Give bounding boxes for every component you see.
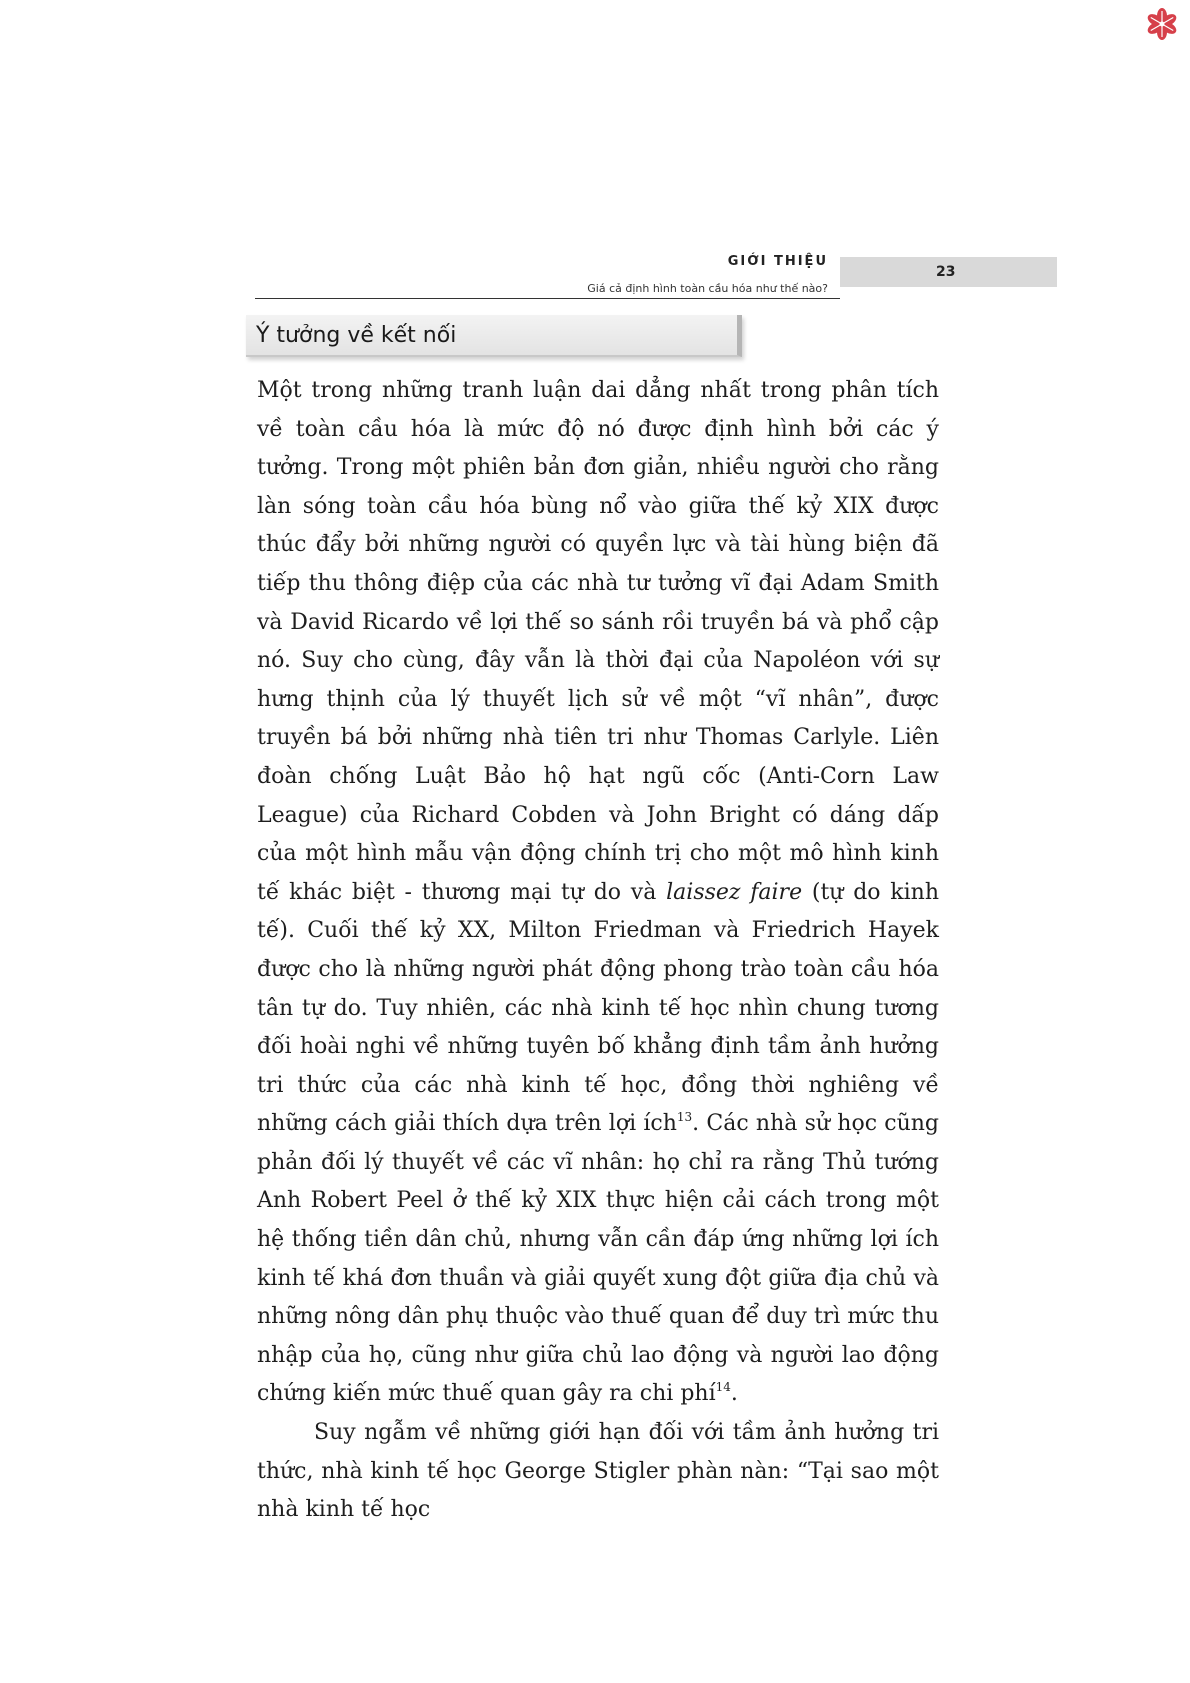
footnote-ref-14: 14 <box>715 1380 731 1395</box>
paragraph-1-part-d: . <box>730 1381 738 1407</box>
paragraph-1-italic-term: laissez faire <box>666 879 803 905</box>
flower-logo-icon <box>1146 8 1178 40</box>
running-header-section-label: GIỚI THIỆU <box>727 254 828 269</box>
section-heading: Ý tưởng về kết nối <box>246 315 742 357</box>
paragraph-1-part-b: (tự do kinh tế). Cuối thế kỷ XX, Milton Friedman và Friedrich Hayek được cho là những người phát động phong trào toàn cầu hóa tân tự do. Tuy nhiên, các nhà kinh tế học nhìn chung tương đối hoài nghi về những tuyên bố khẳng định tầm ảnh hưởng tri thức của các nhà kinh tế học, đồng thời nghiêng về những cách giải thích dựa trên lợi ích <box>257 879 939 1137</box>
paragraph-1-part-a: Một trong những tranh luận dai dẳng nhất trong phân tích về toàn cầu hóa là mức độ nó được định hình bởi các ý tưởng. Trong một phiên bản đơn giản, nhiều người cho rằng làn sóng toàn cầu hóa bùng nổ vào giữa thế kỷ XIX được thúc đẩy bởi những người có quyền lực và tài hùng biện đã tiếp thu thông điệp của các nhà tư tưởng vĩ đại Adam Smith và David Ricardo về lợi thế so sánh rồi truyền bá và phổ cập nó. Suy cho cùng, đây vẫn là thời đại của Napoléon với sự hưng thịnh của lý thuyết lịch sử về một “vĩ nhân”, được truyền bá bởi những nhà tiên tri như Thomas Carlyle. Liên đoàn chống Luật Bảo hộ hạt ngũ cốc (Anti-Corn Law League) của Richard Cobden và John Bright có dáng dấp của một hình mẫu vận động chính trị cho một mô hình kinh tế khác biệt - thương mại tự do và <box>257 378 939 905</box>
paragraph-1 <box>257 372 939 1414</box>
body-text <box>257 372 939 1530</box>
running-header-subtitle: Giá cả định hình toàn cầu hóa như thế nào? <box>587 282 828 295</box>
page-number-box <box>840 257 1057 287</box>
page-number: 23 <box>936 264 956 280</box>
footnote-ref-13: 13 <box>676 1110 693 1125</box>
paragraph-1-part-c: . Các nhà sử học cũng phản đối lý thuyết về các vĩ nhân: họ chỉ ra rằng Thủ tướng Anh Robert Peel ở thế kỷ XIX thực hiện cải cách trong một hệ thống tiền dân chủ, nhưng vẫn cần đáp ứng những lợi ích kinh tế khá đơn thuần và giải quyết xung đột giữa địa chủ và những nông dân phụ thuộc vào thuế quan để duy trì mức thu nhập của họ, cũng như giữa chủ lao động và người lao động chứng kiến mức thuế quan gây ra chi phí <box>257 1111 939 1407</box>
paragraph-2: Suy ngẫm về những giới hạn đối với tầm ảnh hưởng tri thức, nhà kinh tế học George Stigler phàn nàn: “Tại sao một nhà kinh tế học <box>257 1420 939 1523</box>
running-header <box>255 252 840 299</box>
